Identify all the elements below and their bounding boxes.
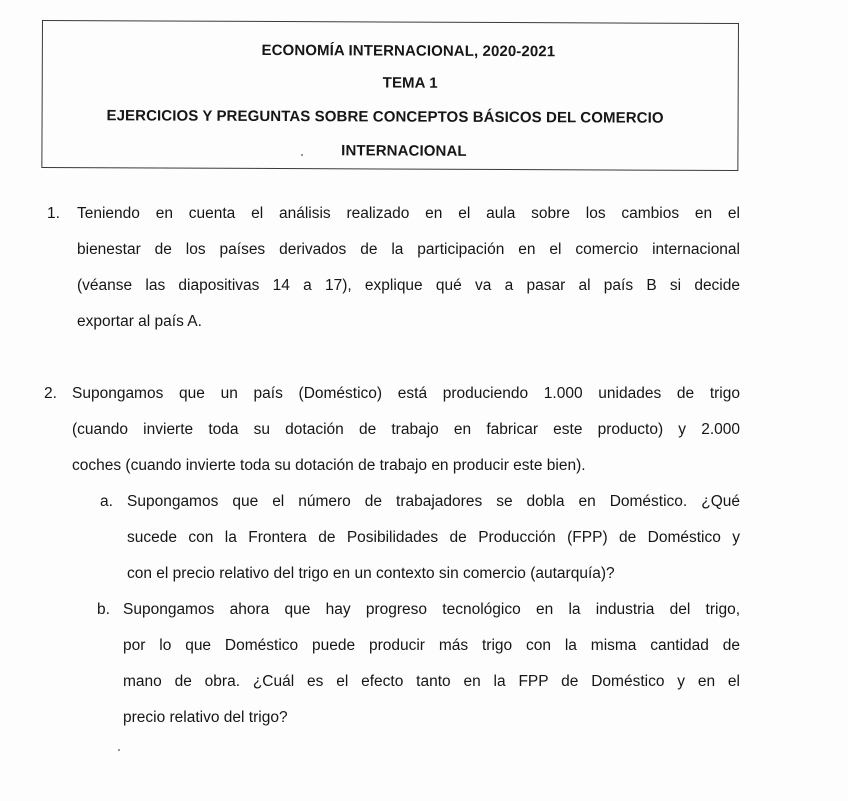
- subitem-a-line: con el precio relativo del trigo en un contexto sin comercio (autarquía)?: [127, 565, 615, 582]
- question-1-line: exportar al país A.: [77, 313, 202, 330]
- question-1-line: (véanse las diapositivas 14 a 17), explique qué va a pasar al país B si decide: [77, 277, 740, 294]
- exercise-heading-line-1: EJERCICIOS Y PREGUNTAS SOBRE CONCEPTOS BÁSICOS DEL COMERCIO: [106, 107, 664, 127]
- question-2-line: Supongamos que un país (Doméstico) está produciendo 1.000 unidades de trigo: [72, 385, 740, 402]
- question-2-line: coches (cuando invierte toda su dotación de trabajo en producir este bien).: [72, 457, 586, 474]
- subitem-b-line: precio relativo del trigo?: [123, 709, 288, 726]
- question-2-number: 2.: [44, 385, 57, 402]
- subitem-a-text: [127, 484, 740, 592]
- question-1-text: [77, 196, 740, 340]
- question-1-number: 1.: [47, 205, 60, 222]
- exercise-heading-line-2: INTERNACIONAL: [341, 142, 467, 160]
- question-2-line: (cuando invierte toda su dotación de trabajo en fabricar este producto) y 2.000: [72, 421, 740, 438]
- title-box: [41, 20, 739, 171]
- subitem-a-line: sucede con la Frontera de Posibilidades de Producción (FPP) de Doméstico y: [127, 529, 740, 546]
- subitem-b-line: Supongamos ahora que hay progreso tecnológico en la industria del trigo,: [123, 601, 740, 618]
- scan-speck: [301, 154, 303, 156]
- topic-title: TEMA 1: [382, 74, 438, 92]
- question-1-line: Teniendo en cuenta el análisis realizado en el aula sobre los cambios en el: [77, 205, 740, 222]
- subitem-b-line: mano de obra. ¿Cuál es el efecto tanto en la FPP de Doméstico y en el: [123, 673, 740, 690]
- subitem-a-line: Supongamos que el número de trabajadores se dobla en Doméstico. ¿Qué: [127, 493, 740, 510]
- question-1-line: bienestar de los países derivados de la participación en el comercio internacional: [77, 241, 740, 258]
- subitem-b-text: [123, 592, 740, 736]
- scan-speck: [118, 749, 120, 751]
- question-2-text: [72, 376, 740, 484]
- course-title: ECONOMÍA INTERNACIONAL, 2020-2021: [261, 41, 556, 61]
- subitem-b-letter: b.: [97, 601, 110, 618]
- subitem-a-letter: a.: [100, 493, 113, 510]
- subitem-b-line: por lo que Doméstico puede producir más trigo con la misma cantidad de: [123, 637, 740, 654]
